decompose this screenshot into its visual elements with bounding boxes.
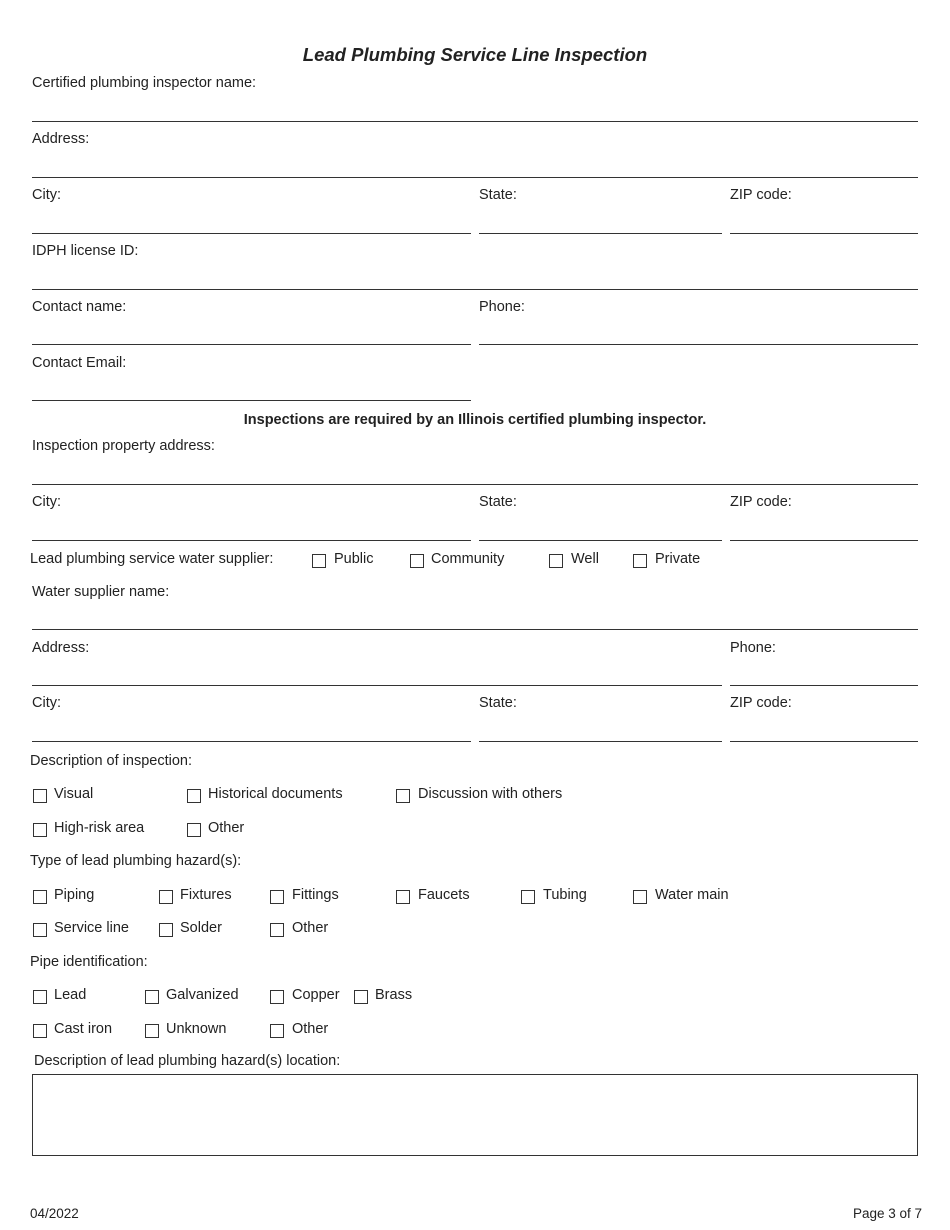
inspector-zip-label: ZIP code:: [730, 187, 792, 203]
checkbox-visual[interactable]: [33, 789, 47, 803]
checkbox-well[interactable]: [549, 554, 563, 568]
option-unknown-label: Unknown: [166, 1021, 227, 1037]
option-public-label: Public: [334, 551, 374, 567]
supplier-address-label: Address:: [32, 640, 90, 656]
option-community-label: Community: [431, 551, 505, 567]
property-state-field[interactable]: [479, 540, 722, 541]
supplier-city-field[interactable]: [32, 741, 471, 742]
supplier-zip-label: ZIP code:: [730, 695, 792, 711]
contact-name-label: Contact name:: [32, 299, 127, 315]
checkbox-high-risk[interactable]: [33, 823, 47, 837]
inspector-address-label: Address:: [32, 131, 90, 147]
checkbox-tubing[interactable]: [521, 890, 535, 904]
checkbox-public[interactable]: [312, 554, 326, 568]
checkbox-cast-iron[interactable]: [33, 1024, 47, 1038]
page-title: Lead Plumbing Service Line Inspection: [302, 44, 648, 65]
option-discussion-label: Discussion with others: [418, 786, 563, 802]
checkbox-community[interactable]: [410, 554, 424, 568]
option-well-label: Well: [571, 551, 599, 567]
supplier-state-field[interactable]: [479, 741, 722, 742]
option-service-line-label: Service line: [54, 920, 129, 936]
supplier-state-label: State:: [479, 695, 517, 711]
option-solder-label: Solder: [180, 920, 222, 936]
checkbox-galvanized[interactable]: [145, 990, 159, 1004]
option-fixtures-label: Fixtures: [180, 887, 232, 903]
option-water-main-label: Water main: [655, 887, 729, 903]
checkbox-piping[interactable]: [33, 890, 47, 904]
supplier-zip-field[interactable]: [730, 741, 918, 742]
supplier-phone-field[interactable]: [730, 685, 918, 686]
inspection-desc-label: Description of inspection:: [30, 753, 192, 769]
checkbox-faucets[interactable]: [396, 890, 410, 904]
hazard-type-label: Type of lead plumbing hazard(s):: [30, 853, 242, 869]
checkbox-service-line[interactable]: [33, 923, 47, 937]
option-pipe-other-label: Other: [292, 1021, 329, 1037]
property-zip-field[interactable]: [730, 540, 918, 541]
option-piping-label: Piping: [54, 887, 95, 903]
checkbox-hazard-other[interactable]: [270, 923, 284, 937]
supplier-address-field[interactable]: [32, 685, 722, 686]
option-hazard-other-label: Other: [292, 920, 329, 936]
inspector-state-label: State:: [479, 187, 517, 203]
inspector-city-label: City:: [32, 187, 61, 203]
contact-name-field[interactable]: [32, 344, 471, 345]
checkbox-fittings[interactable]: [270, 890, 284, 904]
inspector-city-field[interactable]: [32, 233, 471, 234]
inspector-state-field[interactable]: [479, 233, 722, 234]
inspector-zip-field[interactable]: [730, 233, 918, 234]
option-lead-label: Lead: [54, 987, 87, 1003]
option-private-label: Private: [655, 551, 701, 567]
pipe-id-label: Pipe identification:: [30, 954, 148, 970]
checkbox-lead[interactable]: [33, 990, 47, 1004]
property-state-label: State:: [479, 494, 517, 510]
option-visual-label: Visual: [54, 786, 94, 802]
location-desc-label: Description of lead plumbing hazard(s) location:: [34, 1053, 341, 1069]
property-city-field[interactable]: [32, 540, 471, 541]
checkbox-discussion[interactable]: [396, 789, 410, 803]
checkbox-unknown[interactable]: [145, 1024, 159, 1038]
checkbox-inspection-other[interactable]: [187, 823, 201, 837]
checkbox-fixtures[interactable]: [159, 890, 173, 904]
checkbox-private[interactable]: [633, 554, 647, 568]
checkbox-pipe-other[interactable]: [270, 1024, 284, 1038]
property-address-field[interactable]: [32, 484, 918, 485]
option-copper-label: Copper: [292, 987, 340, 1003]
supplier-name-field[interactable]: [32, 629, 918, 630]
option-fittings-label: Fittings: [292, 887, 339, 903]
supplier-phone-label: Phone:: [730, 640, 776, 656]
location-desc-textarea[interactable]: [32, 1074, 918, 1156]
contact-phone-label: Phone:: [479, 299, 525, 315]
contact-email-field[interactable]: [32, 400, 471, 401]
license-field[interactable]: [32, 289, 918, 290]
option-historical-label: Historical documents: [208, 786, 343, 802]
option-faucets-label: Faucets: [418, 887, 470, 903]
checkbox-copper[interactable]: [270, 990, 284, 1004]
checkbox-brass[interactable]: [354, 990, 368, 1004]
supplier-city-label: City:: [32, 695, 61, 711]
option-cast-iron-label: Cast iron: [54, 1021, 113, 1037]
checkbox-solder[interactable]: [159, 923, 173, 937]
supplier-type-label: Lead plumbing service water supplier:: [30, 551, 274, 567]
property-zip-label: ZIP code:: [730, 494, 792, 510]
contact-email-label: Contact Email:: [32, 355, 127, 371]
option-galvanized-label: Galvanized: [166, 987, 239, 1003]
checkbox-historical[interactable]: [187, 789, 201, 803]
inspector-address-field[interactable]: [32, 177, 918, 178]
property-address-label: Inspection property address:: [32, 438, 215, 454]
supplier-name-label: Water supplier name:: [32, 584, 170, 600]
footer-date: 04/2022: [30, 1206, 79, 1221]
option-inspection-other-label: Other: [208, 820, 245, 836]
notice-text: Inspections are required by an Illinois certified plumbing inspector.: [243, 412, 707, 428]
option-brass-label: Brass: [375, 987, 413, 1003]
checkbox-water-main[interactable]: [633, 890, 647, 904]
inspector-name-field[interactable]: [32, 121, 918, 122]
inspector-name-label: Certified plumbing inspector name:: [32, 75, 257, 91]
contact-phone-field[interactable]: [479, 344, 918, 345]
footer-page-number: Page 3 of 7: [852, 1206, 922, 1221]
option-high-risk-label: High-risk area: [54, 820, 145, 836]
license-label: IDPH license ID:: [32, 243, 139, 259]
option-tubing-label: Tubing: [543, 887, 587, 903]
property-city-label: City:: [32, 494, 61, 510]
